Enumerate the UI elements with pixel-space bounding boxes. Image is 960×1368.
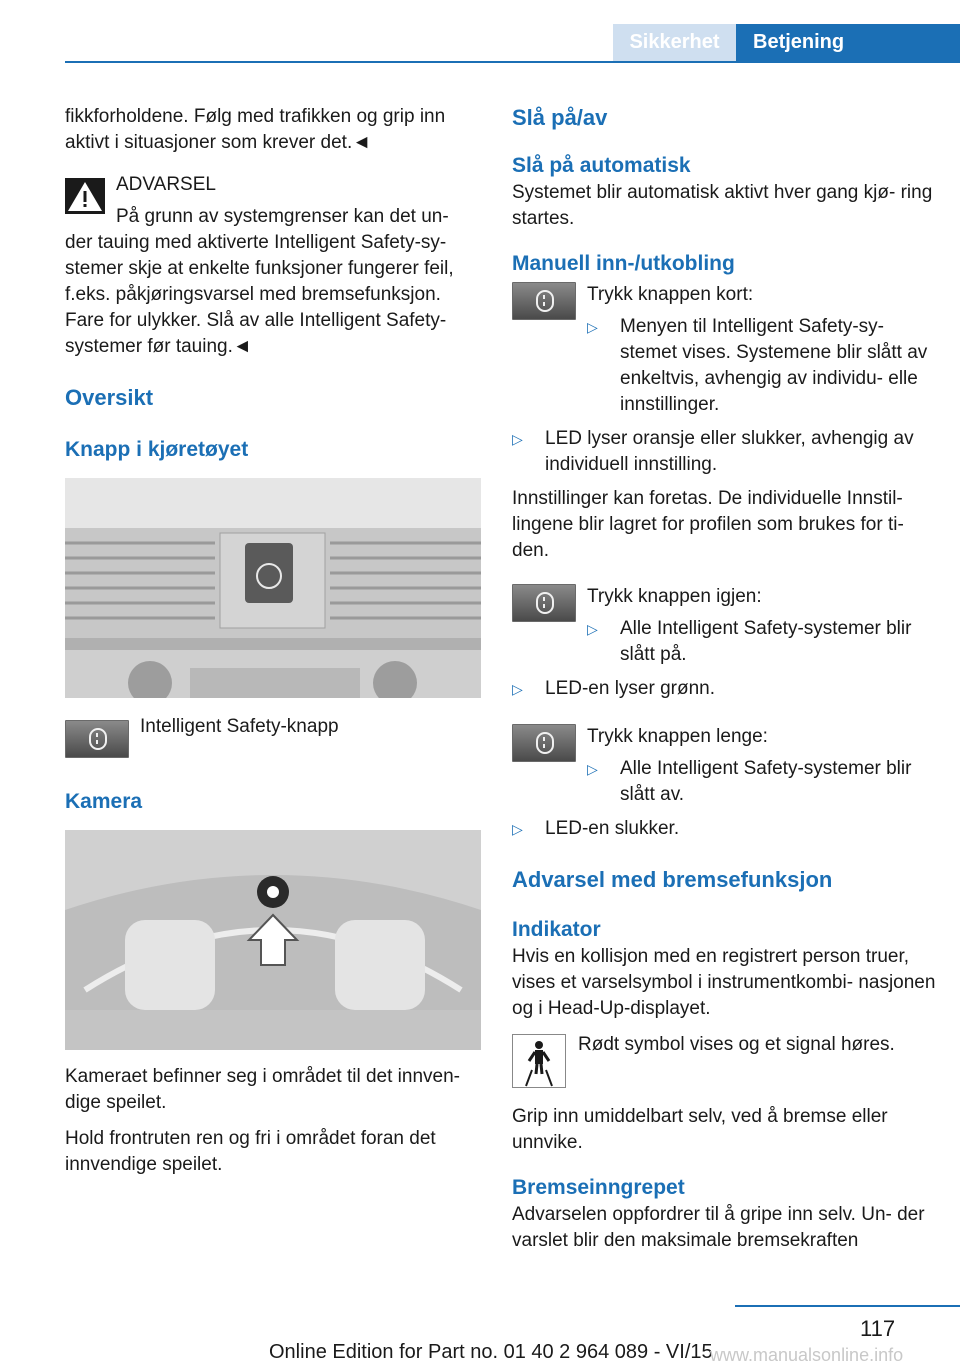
press-short-block — [512, 282, 937, 418]
heading-sla: Slå på/av — [512, 105, 608, 130]
intelligent-safety-button-icon-1 — [512, 282, 576, 320]
heading-auto: Slå på automatisk — [512, 154, 691, 177]
tab-sikkerhet[interactable]: Sikkerhet — [613, 24, 736, 61]
again-sub-text: Alle Intelligent Safety-systemer blir slått på. — [620, 618, 912, 665]
warning-text: der tauing med aktiverte Intelligent Safety-sy‐ stemer skje at enkelte funksjoner fungerer feil, f.eks. påkjøringsvarsel med bremsefunksjon. Fare for ulykker. Slå av alle Intelligent Safety- systemer før tauing.◄ — [65, 232, 454, 357]
camera-text-2: Hold frontruten ren og fri i området foran det innvendige speilet. — [65, 1128, 436, 1175]
long-led-text: LED-en slukker. — [545, 818, 680, 839]
watermark-text: www.manualsonline.info — [710, 1345, 904, 1365]
intelligent-safety-button-icon — [65, 720, 129, 758]
list-item — [587, 314, 937, 418]
press-long: Trykk knappen lenge: — [587, 726, 768, 747]
long-sub-text: Alle Intelligent Safety-systemer blir slått av. — [620, 758, 912, 805]
warning-title: ADVARSEL — [116, 174, 216, 195]
heading-advarsel: Advarsel med bremsefunksjon — [512, 867, 833, 892]
list-item — [512, 426, 937, 478]
heading-knapp: Knapp i kjøretøyet — [65, 438, 249, 461]
intro-text: fikkforholdene. Følg med trafikken og grip inn aktivt i situasjoner som krever det.◄ — [65, 106, 446, 153]
left-column — [65, 104, 483, 1188]
press-long-block — [512, 724, 937, 808]
dashboard-illustration — [65, 478, 481, 698]
heading-oversikt: Oversikt — [65, 385, 154, 410]
edition-text: Online Edition for Part no. 01 40 2 964 089 - VI/15 — [269, 1341, 713, 1363]
intelligent-safety-button-icon-2 — [512, 584, 576, 622]
right-column — [512, 104, 937, 1264]
caption-button: Intelligent Safety-knapp — [140, 716, 339, 737]
indikator-text: Hvis en kollisjon med en registrert person truer, vises et varselsymbol i instrumentkombi‐ nasjonen og i Head-Up-displayet. — [512, 946, 936, 1019]
triangle-bullet-icon: ▷ — [512, 431, 523, 447]
again-led-text: LED-en lyser grønn. — [545, 678, 716, 699]
tab-betjening[interactable]: Betjening — [736, 24, 960, 61]
header-rule — [65, 61, 960, 63]
button-caption-block — [65, 714, 483, 764]
short-led-text: LED lyser oransje eller slukker, avhengig av individuell innstilling. — [545, 428, 914, 475]
list-item — [512, 676, 937, 702]
triangle-bullet-icon: ▷ — [587, 761, 598, 777]
red-symbol-text: Rødt symbol vises og et signal høres. — [578, 1034, 895, 1055]
intelligent-safety-button-icon-3 — [512, 724, 576, 762]
footer-rule — [735, 1305, 960, 1307]
red-symbol-block — [512, 1032, 937, 1092]
pedestrian-warning-icon — [512, 1034, 566, 1088]
list-item — [587, 616, 937, 668]
camera-photo — [65, 830, 481, 1050]
triangle-bullet-icon: ▷ — [587, 621, 598, 637]
heading-manual: Manuell inn-/utkobling — [512, 252, 735, 275]
heading-brems: Bremseinngrepet — [512, 1176, 685, 1199]
heading-indikator: Indikator — [512, 918, 601, 941]
auto-text: Systemet blir automatisk aktivt hver gang kjø‐ ring startes. — [512, 182, 933, 229]
heading-kamera: Kamera — [65, 790, 143, 813]
windshield-illustration — [65, 830, 481, 1050]
camera-text-1: Kameraet befinner seg i området til det innven‐ dige speilet. — [65, 1066, 460, 1113]
triangle-bullet-icon: ▷ — [512, 681, 523, 697]
dashboard-photo — [65, 478, 481, 698]
list-item — [512, 816, 937, 842]
list-item — [587, 756, 937, 808]
press-short: Trykk knappen kort: — [587, 284, 754, 305]
settings-text: Innstillinger kan foretas. De individuelle Innstil‐ lingene blir lagret for profilen som brukes for ti‐ den. — [512, 488, 904, 561]
brems-text: Advarselen oppfordrer til å gripe inn selv. Un‐ der varslet blir den maksimale bremsekraften — [512, 1204, 925, 1251]
warning-triangle-icon — [65, 178, 105, 214]
page-number: 117 — [860, 1316, 896, 1341]
press-again-block — [512, 584, 937, 668]
grip-text: Grip inn umiddelbart selv, ved å bremse eller unnvike. — [512, 1106, 888, 1153]
warning-block — [65, 172, 483, 360]
press-again: Trykk knappen igjen: — [587, 586, 762, 607]
short-sub-text: Menyen til Intelligent Safety-sy‐ stemet vises. Systemene blir slått av enkeltvis, avhengig av individu‐ elle innstillinger. — [620, 316, 928, 415]
triangle-bullet-icon: ▷ — [587, 319, 598, 335]
triangle-bullet-icon: ▷ — [512, 821, 523, 837]
warning-line-1: På grunn av systemgrenser kan det un‐ — [116, 206, 449, 227]
